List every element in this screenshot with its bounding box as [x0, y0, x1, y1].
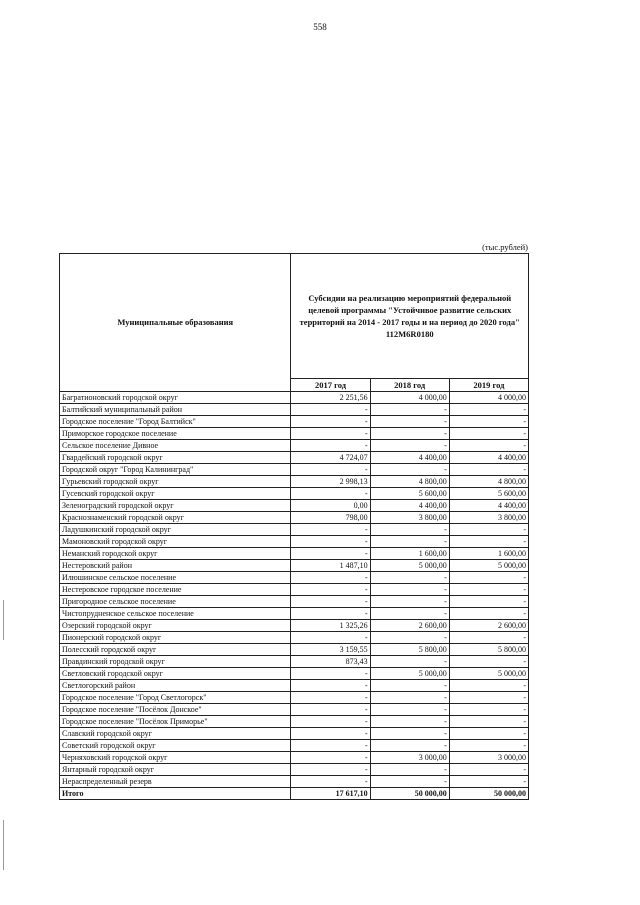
- value-2019: -: [449, 464, 528, 476]
- value-2017: 0,00: [291, 500, 370, 512]
- value-2017: 1 487,10: [291, 560, 370, 572]
- table-row: [60, 632, 529, 644]
- value-2019: -: [449, 596, 528, 608]
- table-row: [60, 764, 529, 776]
- municipality-name: Чистопрудненское сельское поселение: [60, 608, 291, 620]
- value-2018: -: [370, 776, 449, 788]
- municipality-name: Светлогорский район: [60, 680, 291, 692]
- municipality-name: Правдинский городской округ: [60, 656, 291, 668]
- value-2019: -: [449, 716, 528, 728]
- value-2019: -: [449, 572, 528, 584]
- value-2019: 5 800,00: [449, 644, 528, 656]
- table-body: [60, 392, 529, 800]
- value-2017: -: [291, 764, 370, 776]
- value-2019: 1 600,00: [449, 548, 528, 560]
- value-2018: 1 600,00: [370, 548, 449, 560]
- table-row: [60, 536, 529, 548]
- municipality-name: Городское поселение "Город Светлогорск": [60, 692, 291, 704]
- table-row: [60, 404, 529, 416]
- value-2018: 4 000,00: [370, 392, 449, 404]
- value-2019: -: [449, 740, 528, 752]
- municipality-name: Пионерский городской округ: [60, 632, 291, 644]
- value-2019: -: [449, 584, 528, 596]
- table-row: [60, 704, 529, 716]
- page-number: 558: [313, 22, 327, 32]
- table-row: [60, 500, 529, 512]
- value-2019: -: [449, 536, 528, 548]
- scan-margin-mark: [3, 820, 4, 870]
- value-2018: -: [370, 692, 449, 704]
- value-2018: 5 600,00: [370, 488, 449, 500]
- value-2018: -: [370, 680, 449, 692]
- table-row: [60, 740, 529, 752]
- municipality-name: Светловский городской округ: [60, 668, 291, 680]
- value-2018: -: [370, 524, 449, 536]
- value-2017: 2 251,56: [291, 392, 370, 404]
- value-2017: -: [291, 728, 370, 740]
- municipality-name: Итого: [60, 788, 291, 800]
- subsidy-table: [59, 253, 529, 800]
- table-row: [60, 524, 529, 536]
- value-2017: -: [291, 536, 370, 548]
- total-row: [60, 788, 529, 800]
- value-2017: -: [291, 440, 370, 452]
- municipality-name: Зеленоградский городской округ: [60, 500, 291, 512]
- value-2018: 50 000,00: [370, 788, 449, 800]
- header-subsidy-description: Субсидии на реализацию мероприятий федеральной целевой программы "Устойчивое развитие сельских территорий на 2014 - 2017 годы и на период до 2020 года" 112M6R0180: [291, 254, 529, 379]
- value-2018: -: [370, 596, 449, 608]
- header-municipalities: Муниципальные образования: [60, 254, 291, 392]
- value-2018: -: [370, 440, 449, 452]
- value-2019: -: [449, 608, 528, 620]
- table-row: [60, 428, 529, 440]
- table-row: [60, 608, 529, 620]
- value-2018: -: [370, 416, 449, 428]
- value-2018: 5 000,00: [370, 560, 449, 572]
- municipality-name: Озерский городской округ: [60, 620, 291, 632]
- value-2017: 798,00: [291, 512, 370, 524]
- value-2019: 4 800,00: [449, 476, 528, 488]
- value-2018: -: [370, 584, 449, 596]
- value-2017: 3 159,55: [291, 644, 370, 656]
- value-2017: 873,43: [291, 656, 370, 668]
- table-row: [60, 716, 529, 728]
- value-2018: -: [370, 764, 449, 776]
- municipality-name: Славский городской округ: [60, 728, 291, 740]
- table-row: [60, 548, 529, 560]
- value-2018: 5 000,00: [370, 668, 449, 680]
- municipality-name: Гусевский городской округ: [60, 488, 291, 500]
- value-2019: 4 000,00: [449, 392, 528, 404]
- table-row: [60, 476, 529, 488]
- table-row: [60, 464, 529, 476]
- value-2017: 17 617,10: [291, 788, 370, 800]
- value-2018: -: [370, 728, 449, 740]
- value-2018: 2 600,00: [370, 620, 449, 632]
- value-2019: 3 800,00: [449, 512, 528, 524]
- scan-margin-mark: [3, 600, 4, 640]
- value-2017: 2 998,13: [291, 476, 370, 488]
- value-2019: -: [449, 656, 528, 668]
- value-2017: -: [291, 416, 370, 428]
- municipality-name: Гвардейский городской округ: [60, 452, 291, 464]
- value-2017: -: [291, 752, 370, 764]
- table-row: [60, 728, 529, 740]
- municipality-name: Балтийский муниципальный район: [60, 404, 291, 416]
- municipality-name: Багратионовский городской округ: [60, 392, 291, 404]
- value-2018: 4 400,00: [370, 452, 449, 464]
- value-2018: -: [370, 740, 449, 752]
- table-row: [60, 488, 529, 500]
- value-2017: -: [291, 776, 370, 788]
- table-row: [60, 656, 529, 668]
- table-row: [60, 392, 529, 404]
- value-2019: -: [449, 404, 528, 416]
- value-2019: -: [449, 680, 528, 692]
- value-2017: -: [291, 464, 370, 476]
- municipality-name: Полесский городской округ: [60, 644, 291, 656]
- value-2017: -: [291, 584, 370, 596]
- value-2017: -: [291, 740, 370, 752]
- value-2019: -: [449, 416, 528, 428]
- value-2017: -: [291, 716, 370, 728]
- value-2019: 4 400,00: [449, 452, 528, 464]
- table-row: [60, 752, 529, 764]
- value-2019: 5 000,00: [449, 668, 528, 680]
- municipality-name: Илюшинское сельское поселение: [60, 572, 291, 584]
- value-2018: 4 800,00: [370, 476, 449, 488]
- table-row: [60, 680, 529, 692]
- municipality-name: Приморское городское поселение: [60, 428, 291, 440]
- value-2019: -: [449, 764, 528, 776]
- value-2018: -: [370, 572, 449, 584]
- municipality-name: Неманский городской округ: [60, 548, 291, 560]
- municipality-name: Нестеровский район: [60, 560, 291, 572]
- value-2018: 3 000,00: [370, 752, 449, 764]
- header-year-2017: 2017 год: [291, 379, 370, 392]
- value-2018: -: [370, 464, 449, 476]
- value-2019: -: [449, 728, 528, 740]
- value-2019: 5 600,00: [449, 488, 528, 500]
- table-row: [60, 620, 529, 632]
- value-2019: -: [449, 776, 528, 788]
- municipality-name: Черняховский городской округ: [60, 752, 291, 764]
- municipality-name: Городское поселение "Посёлок Донское": [60, 704, 291, 716]
- value-2019: -: [449, 428, 528, 440]
- municipality-name: Городской округ "Город Калининград": [60, 464, 291, 476]
- value-2017: -: [291, 596, 370, 608]
- municipality-name: Нераспределенный резерв: [60, 776, 291, 788]
- value-2018: -: [370, 716, 449, 728]
- value-2017: 1 325,26: [291, 620, 370, 632]
- table-row: [60, 560, 529, 572]
- municipality-name: Краснознаменский городской округ: [60, 512, 291, 524]
- value-2018: -: [370, 656, 449, 668]
- value-2019: 5 000,00: [449, 560, 528, 572]
- value-2017: -: [291, 488, 370, 500]
- table-row: [60, 572, 529, 584]
- value-2018: 5 800,00: [370, 644, 449, 656]
- value-2017: -: [291, 668, 370, 680]
- municipality-name: Советский городской округ: [60, 740, 291, 752]
- value-2017: -: [291, 404, 370, 416]
- table-row: [60, 452, 529, 464]
- table-row: [60, 512, 529, 524]
- value-2017: -: [291, 548, 370, 560]
- value-2017: -: [291, 680, 370, 692]
- value-2019: 4 400,00: [449, 500, 528, 512]
- municipality-name: Янтарный городской округ: [60, 764, 291, 776]
- municipality-name: Пригородное сельское поселение: [60, 596, 291, 608]
- value-2017: -: [291, 692, 370, 704]
- value-2017: -: [291, 428, 370, 440]
- municipality-name: Ладушкинский городской округ: [60, 524, 291, 536]
- value-2019: -: [449, 704, 528, 716]
- units-label: (тыс.рублей): [482, 242, 528, 252]
- value-2017: -: [291, 572, 370, 584]
- value-2019: 2 600,00: [449, 620, 528, 632]
- value-2019: -: [449, 632, 528, 644]
- table-row: [60, 644, 529, 656]
- value-2018: -: [370, 608, 449, 620]
- value-2017: -: [291, 632, 370, 644]
- value-2018: -: [370, 404, 449, 416]
- table-row: [60, 776, 529, 788]
- value-2017: -: [291, 704, 370, 716]
- value-2019: 50 000,00: [449, 788, 528, 800]
- table-row: [60, 668, 529, 680]
- table-row: [60, 596, 529, 608]
- header-year-2018: 2018 год: [370, 379, 449, 392]
- value-2018: -: [370, 536, 449, 548]
- municipality-name: Сельское поселение Дивное: [60, 440, 291, 452]
- value-2019: -: [449, 524, 528, 536]
- value-2019: -: [449, 440, 528, 452]
- municipality-name: Нестеровское городское поселение: [60, 584, 291, 596]
- table-row: [60, 440, 529, 452]
- header-year-2019: 2019 год: [449, 379, 528, 392]
- table-row: [60, 584, 529, 596]
- value-2018: -: [370, 704, 449, 716]
- value-2017: 4 724,07: [291, 452, 370, 464]
- table-row: [60, 692, 529, 704]
- municipality-name: Гурьевский городской округ: [60, 476, 291, 488]
- value-2018: 4 400,00: [370, 500, 449, 512]
- value-2019: 3 000,00: [449, 752, 528, 764]
- value-2017: -: [291, 608, 370, 620]
- value-2018: 3 800,00: [370, 512, 449, 524]
- municipality-name: Городское поселение "Город Балтийск": [60, 416, 291, 428]
- municipality-name: Городское поселение "Посёлок Приморье": [60, 716, 291, 728]
- value-2017: -: [291, 524, 370, 536]
- municipality-name: Мамоновский городской округ: [60, 536, 291, 548]
- value-2019: -: [449, 692, 528, 704]
- table-row: [60, 416, 529, 428]
- value-2018: -: [370, 632, 449, 644]
- value-2018: -: [370, 428, 449, 440]
